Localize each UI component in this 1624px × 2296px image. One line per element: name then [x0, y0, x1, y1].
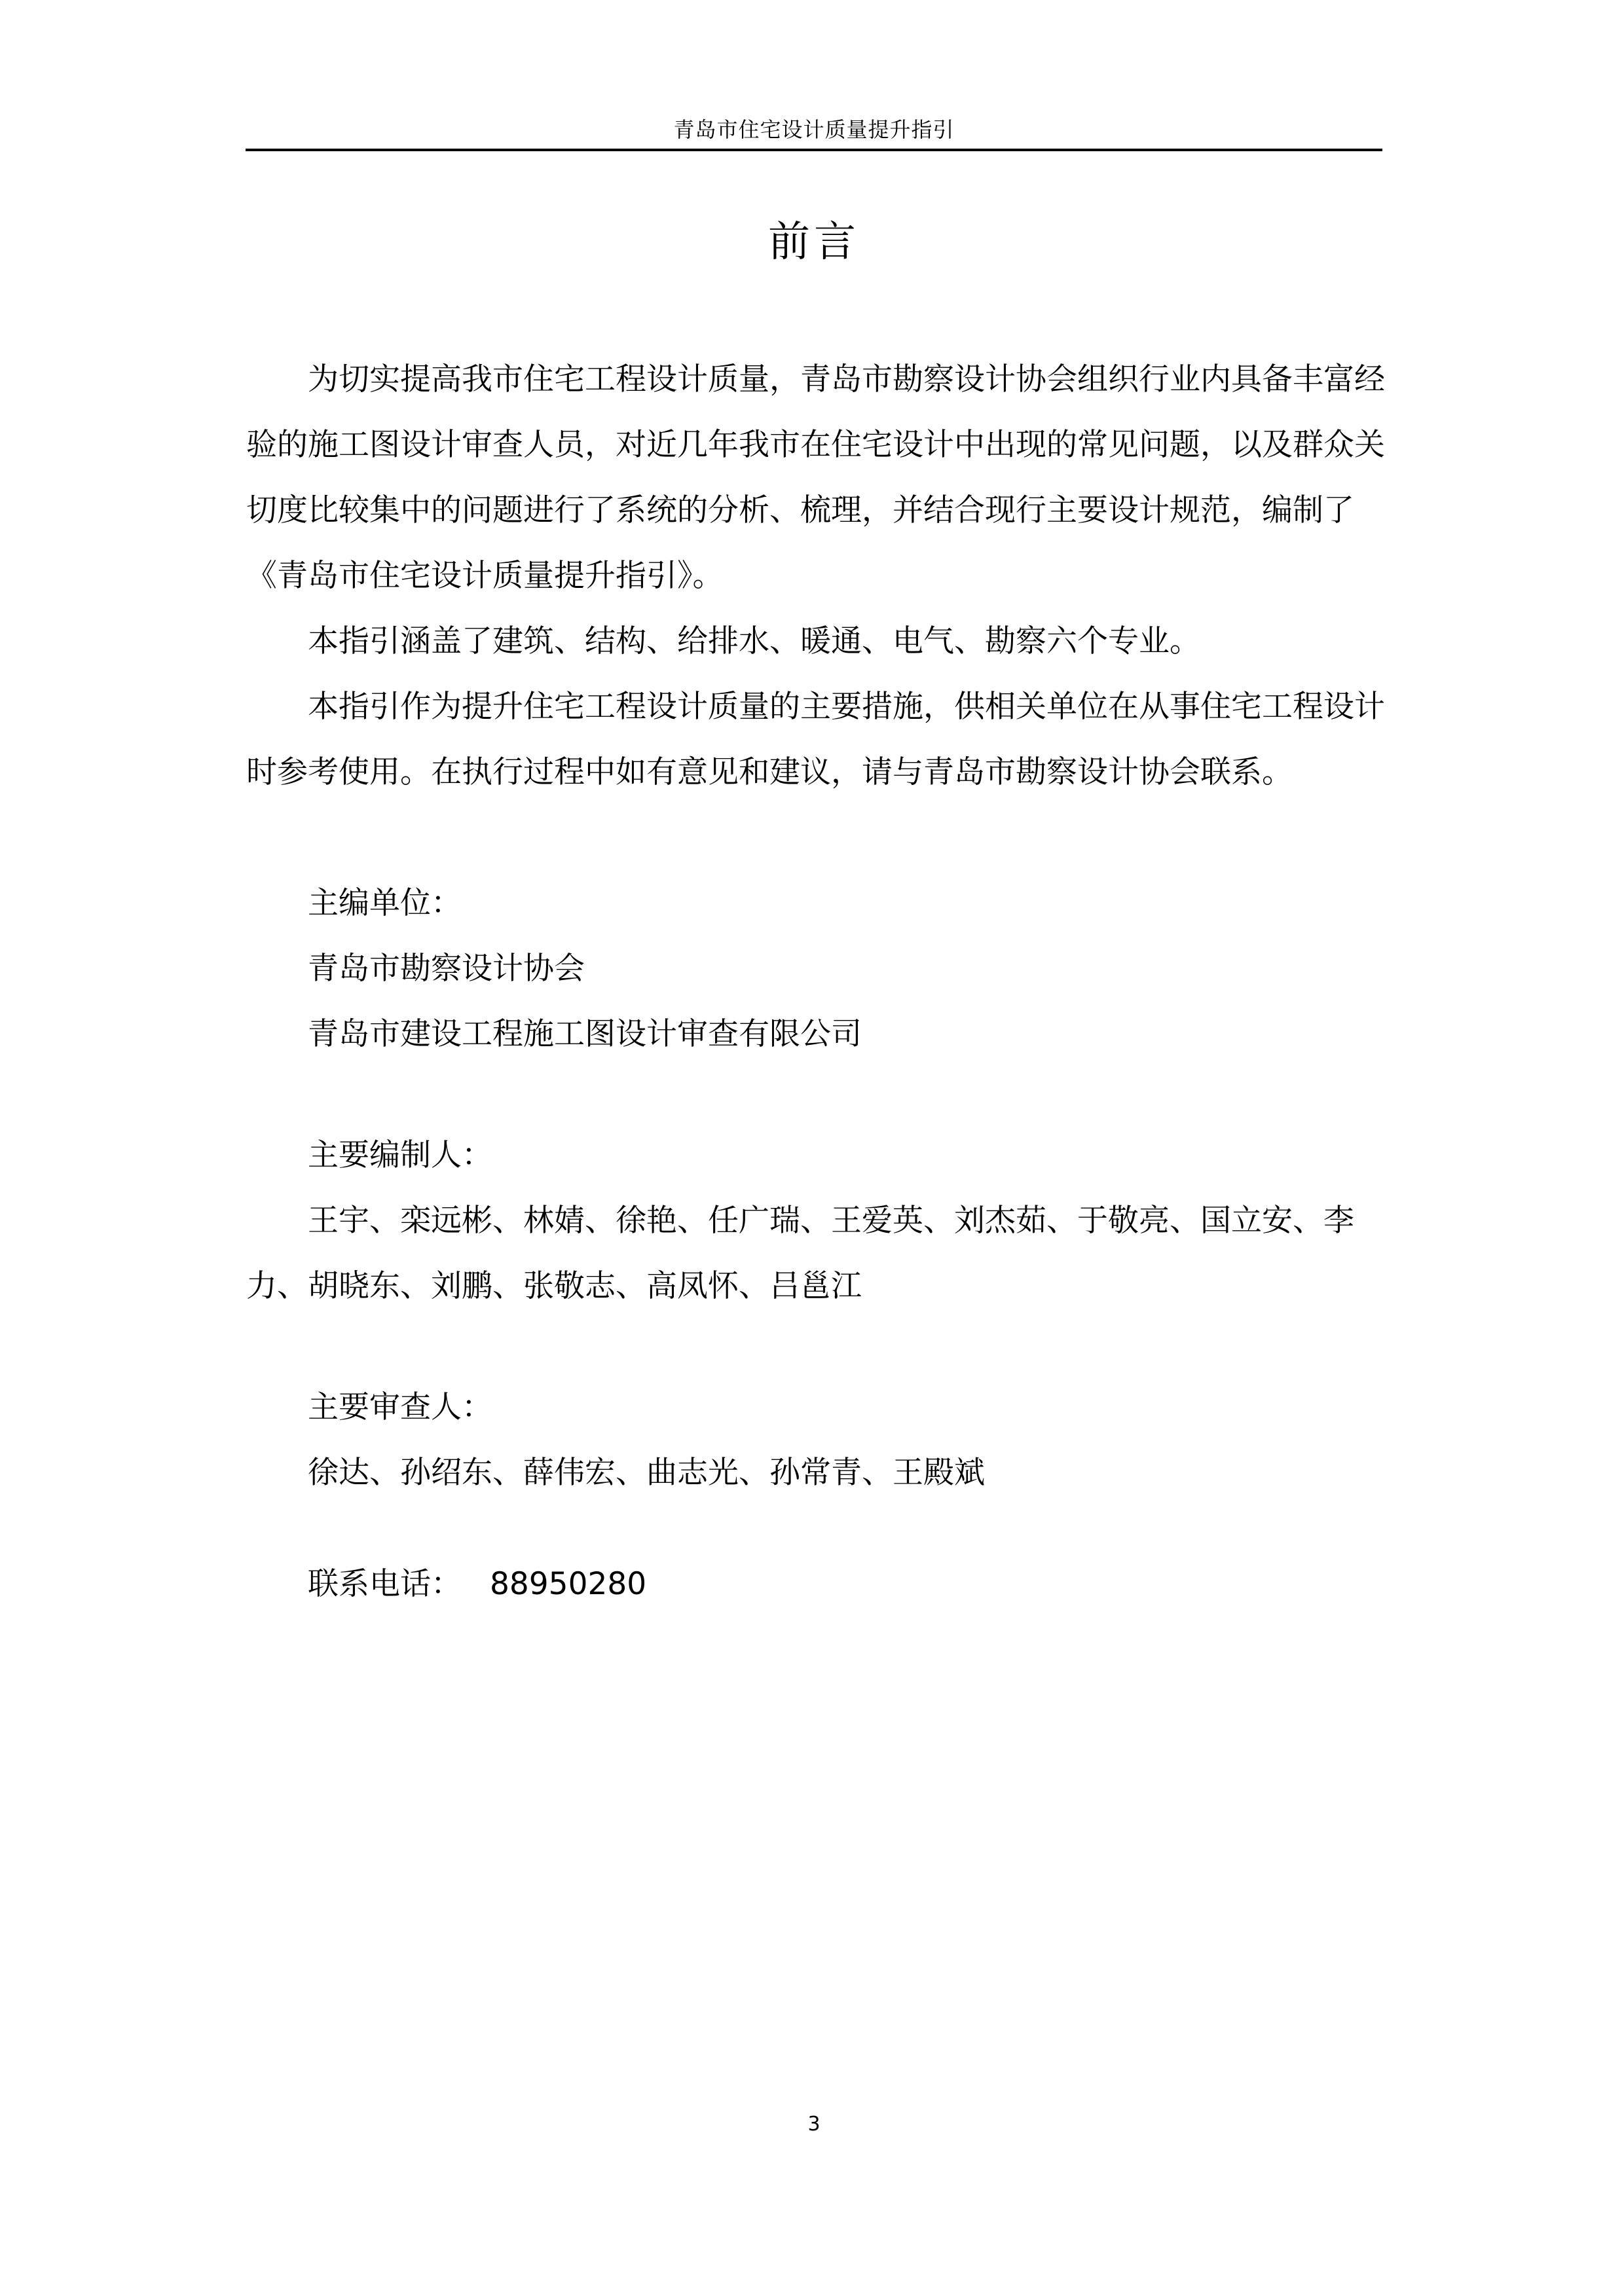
running-header: 青岛市住宅设计质量提升指引 — [673, 117, 955, 142]
main-editors-list: 王宇、栾远彬、林婧、徐艳、任广瑞、王爱英、刘杰茹、于敬亮、国立安、李力、胡晓东、刘鹏、张敬志、高凤怀、吕邕江 — [246, 1203, 1354, 1304]
contact-line — [246, 1552, 1386, 1617]
contact-label: 联系电话： — [308, 1566, 462, 1602]
document-body — [246, 347, 1386, 1617]
page-title: 前言 — [768, 218, 860, 266]
spacer — [246, 1319, 1386, 1375]
editing-unit-2: 青岛市建设工程施工图设计审查有限公司 — [308, 1016, 862, 1052]
intro-paragraph-1: 为切实提高我市住宅工程设计质量，青岛市勘察设计协会组织行业内具备丰富经验的施工图设计审查人员，对近几年我市在住宅设计中出现的常见问题，以及群众关切度比较集中的问题进行了系统的分析、梳理，并结合现行主要设计规范，编制了《青岛市住宅设计质量提升指引》。 — [246, 361, 1385, 594]
header-divider — [246, 149, 1382, 151]
page-number: 3 — [807, 2113, 821, 2136]
spacer — [246, 1506, 1386, 1552]
intro-paragraph-3: 本指引作为提升住宅工程设计质量的主要措施，供相关单位在从事住宅工程设计时参考使用。在执行过程中如有意见和建议，请与青岛市勘察设计协会联系。 — [246, 689, 1385, 790]
spacer — [246, 1067, 1386, 1123]
editing-units-label: 主编单位： — [308, 885, 462, 921]
contact-phone: 88950280 — [489, 1566, 647, 1602]
intro-paragraph-2: 本指引涵盖了建筑、结构、给排水、暖通、电气、勘察六个专业。 — [308, 623, 1200, 659]
main-editors-label: 主要编制人： — [308, 1137, 492, 1173]
main-reviewers-list: 徐达、孙绍东、薛伟宏、曲志光、孙常青、王殿斌 — [308, 1455, 985, 1491]
spacer — [246, 805, 1386, 871]
main-reviewers-label: 主要审查人： — [308, 1389, 492, 1425]
editing-unit-1: 青岛市勘察设计协会 — [308, 951, 585, 987]
